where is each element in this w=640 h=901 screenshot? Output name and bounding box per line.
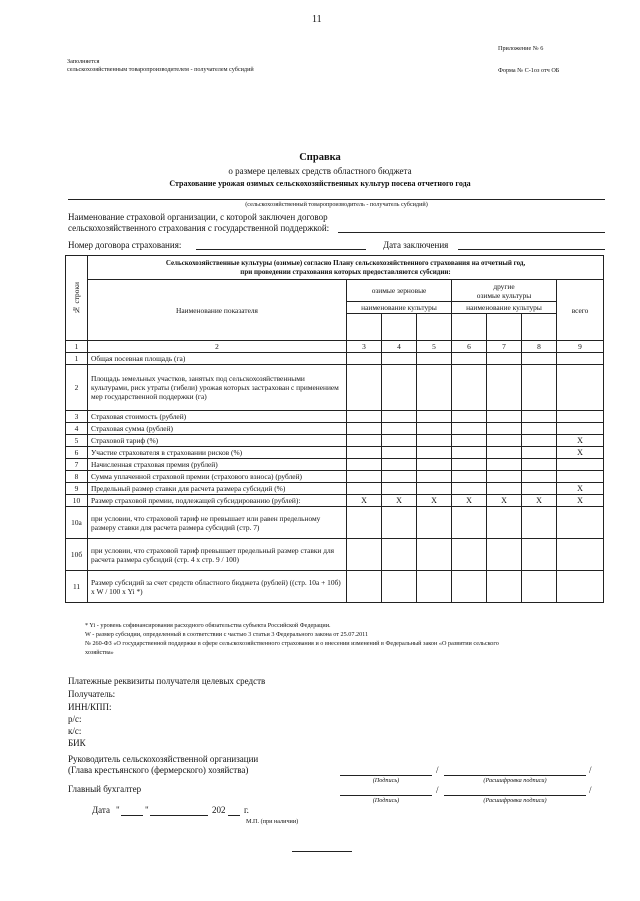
value-cell[interactable] — [452, 459, 487, 471]
value-cell[interactable] — [417, 471, 452, 483]
value-cell[interactable] — [382, 483, 417, 495]
excluded-cell: X — [487, 495, 522, 507]
value-cell[interactable] — [382, 435, 417, 447]
date-month-field[interactable] — [150, 815, 208, 816]
value-cell[interactable] — [522, 539, 557, 571]
table-row — [66, 365, 604, 411]
date-year-prefix: 202 — [212, 805, 226, 815]
table-row — [66, 435, 604, 447]
row-number: 1 — [66, 353, 88, 365]
fill-note-line2: сельскохозяйственным товаропроизводителем - получателем субсидий — [67, 66, 254, 73]
date-year-field[interactable] — [228, 815, 240, 816]
value-cell[interactable] — [382, 365, 417, 411]
value-cell[interactable] — [347, 483, 382, 495]
table-row — [66, 483, 604, 495]
crop-cell[interactable] — [452, 314, 487, 341]
value-cell[interactable] — [487, 459, 522, 471]
value-cell[interactable] — [347, 571, 382, 603]
row-indicator-name: Страховой тариф (%) — [88, 435, 347, 447]
crop-cell[interactable] — [382, 314, 417, 341]
value-cell[interactable] — [417, 447, 452, 459]
value-cell[interactable] — [382, 539, 417, 571]
col-number: 5 — [417, 341, 452, 353]
value-cell[interactable] — [522, 447, 557, 459]
value-cell[interactable] — [452, 571, 487, 603]
value-cell[interactable] — [522, 411, 557, 423]
value-cell[interactable] — [452, 353, 487, 365]
value-cell[interactable] — [382, 571, 417, 603]
crop-cell[interactable] — [347, 314, 382, 341]
other-winter-header — [452, 280, 557, 302]
row-indicator-name: Размер субсидий за счет средств областного бюджета (рублей) ((стр. 10а + 10б) х W / 100 х Yi *) — [88, 571, 347, 603]
excluded-cell: X — [452, 495, 487, 507]
value-cell[interactable] — [487, 423, 522, 435]
row-number: 4 — [66, 423, 88, 435]
col-number: 9 — [557, 341, 604, 353]
table-row — [66, 353, 604, 365]
producer-line[interactable] — [68, 199, 605, 200]
value-cell[interactable] — [347, 507, 382, 539]
accountant-signature-caption: (Подпись) — [372, 797, 400, 804]
value-cell[interactable] — [452, 365, 487, 411]
row-number: 6 — [66, 447, 88, 459]
value-cell[interactable] — [487, 539, 522, 571]
row-indicator-name: Страховая стоимость (рублей) — [88, 411, 347, 423]
insurer-label-line2: сельскохозяйственного страхования с государственной поддержкой: — [68, 223, 330, 233]
head-signature-field[interactable] — [340, 775, 432, 776]
head-label-line1: Руководитель сельскохозяйственной организации — [68, 754, 259, 764]
value-cell[interactable] — [452, 423, 487, 435]
excluded-cell: X — [557, 483, 604, 495]
total-header: всего — [557, 280, 604, 341]
value-cell[interactable] — [452, 447, 487, 459]
value-cell[interactable] — [557, 571, 604, 603]
value-cell[interactable] — [417, 353, 452, 365]
value-cell[interactable] — [382, 353, 417, 365]
row-number: 8 — [66, 471, 88, 483]
head-slash-1: / — [436, 765, 439, 775]
value-cell[interactable] — [417, 539, 452, 571]
row-indicator-name: Площадь земельных участков, занятых под сельскохозяйственными культурами, риск утраты (гибели) урожая которых застрахован с применением мер государственной поддержки (га) — [88, 365, 347, 411]
crop-name-header-2: наименование культуры — [452, 302, 557, 314]
value-cell[interactable] — [452, 483, 487, 495]
value-cell[interactable] — [487, 507, 522, 539]
excluded-cell: X — [557, 447, 604, 459]
value-cell[interactable] — [347, 365, 382, 411]
row-indicator-name: Начисленная страховая премия (рублей) — [88, 459, 347, 471]
crop-name-header-1: наименование культуры — [347, 302, 452, 314]
table-body — [66, 353, 604, 603]
contract-date-field[interactable] — [458, 249, 605, 250]
value-cell[interactable] — [522, 423, 557, 435]
value-cell[interactable] — [347, 435, 382, 447]
appendix-label: Приложение № 6 — [498, 45, 544, 52]
row-number: 10а — [66, 507, 88, 539]
value-cell[interactable] — [452, 507, 487, 539]
excluded-cell: X — [347, 495, 382, 507]
row-number: 2 — [66, 365, 88, 411]
table-row — [66, 411, 604, 423]
value-cell[interactable] — [557, 353, 604, 365]
row-number: 10б — [66, 539, 88, 571]
table-row — [66, 495, 604, 507]
date-quote-close: " — [145, 805, 149, 815]
value-cell[interactable] — [347, 459, 382, 471]
value-cell[interactable] — [347, 447, 382, 459]
value-cell[interactable] — [452, 539, 487, 571]
excluded-cell: X — [382, 495, 417, 507]
head-slash-2: / — [589, 765, 592, 775]
value-cell[interactable] — [487, 571, 522, 603]
date-year-suffix: г. — [244, 805, 249, 815]
crops-group-header-line2: при проведении страхования которых предоставляются субсидии: — [240, 267, 451, 276]
rs-label: р/с: — [68, 714, 82, 724]
col-number: 1 — [66, 341, 88, 353]
table-row — [66, 571, 604, 603]
row-number: 9 — [66, 483, 88, 495]
value-cell[interactable] — [522, 507, 557, 539]
value-cell[interactable] — [417, 435, 452, 447]
table-row — [66, 423, 604, 435]
document-title: Справка — [299, 152, 341, 163]
ks-label: к/с: — [68, 726, 82, 736]
row-indicator-name: Общая посевная площадь (га) — [88, 353, 347, 365]
row-number: 7 — [66, 459, 88, 471]
indicators-table — [65, 255, 604, 603]
row-number: 3 — [66, 411, 88, 423]
table-row — [66, 507, 604, 539]
contract-number-field[interactable] — [196, 249, 366, 250]
value-cell[interactable] — [417, 483, 452, 495]
other-winter-line2: озимые культуры — [476, 290, 532, 300]
crop-cell[interactable] — [417, 314, 452, 341]
head-decoding-field[interactable] — [444, 775, 586, 776]
row-number: 11 — [66, 571, 88, 603]
col-number: 3 — [347, 341, 382, 353]
accountant-label: Главный бухгалтер — [68, 784, 142, 794]
value-cell[interactable] — [382, 411, 417, 423]
table-row — [66, 447, 604, 459]
row-no-header — [66, 256, 88, 341]
value-cell[interactable] — [347, 353, 382, 365]
col-number: 2 — [88, 341, 347, 353]
value-cell[interactable] — [382, 471, 417, 483]
value-cell[interactable] — [487, 365, 522, 411]
value-cell[interactable] — [452, 435, 487, 447]
value-cell[interactable] — [382, 507, 417, 539]
accountant-decoding-caption: (Расшифровка подписи) — [483, 797, 547, 804]
row-number: 10 — [66, 495, 88, 507]
producer-caption: (сельскохозяйственный товаропроизводитель - получатель субсидий) — [245, 201, 428, 208]
bik-label: БИК — [68, 738, 86, 748]
footnote-line2: W - размер субсидии, определенный в соответствии с частью 3 статьи 3 Федерального закона от 25.07.2011 — [85, 631, 369, 638]
value-cell[interactable] — [452, 411, 487, 423]
row-indicator-name: Сумма уплаченной страховой премии (страхового взноса) (рублей) — [88, 471, 347, 483]
value-cell[interactable] — [417, 571, 452, 603]
value-cell[interactable] — [557, 423, 604, 435]
value-cell[interactable] — [522, 435, 557, 447]
date-label: Дата — [92, 805, 110, 815]
value-cell[interactable] — [417, 365, 452, 411]
value-cell[interactable] — [417, 507, 452, 539]
footnote-line3: № 260-ФЗ «О государственной поддержке в сфере сельскохозяйственного страхования и о внесении изменений в Федеральный закон «О развитии сельского — [85, 640, 499, 647]
form-label: Форма № С-1оз отч ОБ — [498, 67, 560, 74]
winter-grain-header: озимые зерновые — [347, 280, 452, 302]
accountant-decoding-field[interactable] — [444, 795, 586, 796]
table-row — [66, 471, 604, 483]
value-cell[interactable] — [347, 539, 382, 571]
accountant-slash-1: / — [436, 785, 439, 795]
table-row — [66, 539, 604, 571]
accountant-signature-field[interactable] — [340, 795, 432, 796]
other-winter-line1: другие — [493, 281, 515, 291]
date-day-field[interactable] — [121, 815, 143, 816]
value-cell[interactable] — [557, 365, 604, 411]
crop-cell[interactable] — [522, 314, 557, 341]
accountant-slash-2: / — [589, 785, 592, 795]
fill-note-line1: Заполняется — [67, 58, 100, 65]
excluded-cell: X — [522, 495, 557, 507]
row-indicator-name: при условии, что страховой тариф не превышает или равен предельному размеру ставки для расчета размера субсидий (стр. 7) — [88, 507, 347, 539]
value-cell[interactable] — [487, 435, 522, 447]
contract-date-label: Дата заключения — [383, 240, 449, 250]
row-indicator-name: Предельный размер ставки для расчета размера субсидий (%) — [88, 483, 347, 495]
value-cell[interactable] — [417, 423, 452, 435]
value-cell[interactable] — [522, 353, 557, 365]
document-topic: Страхование урожая озимых сельскохозяйственных культур посева отчетного года — [169, 179, 471, 188]
row-indicator-name: Участие страхователя в страховании рисков (%) — [88, 447, 347, 459]
row-indicator-name: при условии, что страховой тариф превышает предельный размер ставки для расчета размера субсидий (стр. 4 х стр. 9 / 100) — [88, 539, 347, 571]
recipient-label: Получатель: — [68, 689, 116, 699]
document-subtitle: о размере целевых средств областного бюджета — [228, 166, 412, 176]
value-cell[interactable] — [487, 447, 522, 459]
value-cell[interactable] — [382, 447, 417, 459]
value-cell[interactable] — [522, 459, 557, 471]
excluded-cell: X — [557, 435, 604, 447]
value-cell[interactable] — [487, 411, 522, 423]
footnote-line4: хозяйства» — [85, 649, 114, 656]
contract-number-label: Номер договора страхования: — [68, 240, 182, 250]
row-indicator-name: Размер страховой премии, подлежащей субсидированию (рублей): — [88, 495, 347, 507]
insurer-label-line1: Наименование страховой организации, с которой заключен договор — [68, 212, 328, 222]
value-cell[interactable] — [557, 539, 604, 571]
crops-group-header — [88, 256, 604, 280]
head-label-line2: (Глава крестьянского (фермерского) хозяйства) — [68, 765, 249, 775]
indicator-header: Наименование показателя — [88, 280, 347, 341]
value-cell[interactable] — [382, 459, 417, 471]
stamp-note: М.П. (при наличии) — [246, 818, 299, 825]
excluded-cell: X — [417, 495, 452, 507]
footnote-line1: * Yi - уровень софинансирования расходного обязательства субъекта Российской Федерации. — [85, 622, 331, 629]
row-no-header-text: № строки — [72, 281, 81, 315]
value-cell[interactable] — [557, 459, 604, 471]
col-number: 8 — [522, 341, 557, 353]
table-row — [66, 459, 604, 471]
value-cell[interactable] — [347, 411, 382, 423]
value-cell[interactable] — [347, 423, 382, 435]
value-cell[interactable] — [487, 353, 522, 365]
value-cell[interactable] — [417, 459, 452, 471]
col-number: 4 — [382, 341, 417, 353]
insurer-field[interactable] — [338, 232, 605, 233]
value-cell[interactable] — [382, 423, 417, 435]
head-signature-caption: (Подпись) — [372, 777, 400, 784]
excluded-cell: X — [557, 495, 604, 507]
row-number: 5 — [66, 435, 88, 447]
crop-cell[interactable] — [487, 314, 522, 341]
col-number: 6 — [452, 341, 487, 353]
inn-label: ИНН/КПП: — [68, 702, 112, 712]
head-decoding-caption: (Расшифровка подписи) — [483, 777, 547, 784]
value-cell[interactable] — [487, 483, 522, 495]
col-number: 7 — [487, 341, 522, 353]
page-number: 11 — [312, 14, 322, 25]
value-cell[interactable] — [522, 571, 557, 603]
value-cell[interactable] — [487, 471, 522, 483]
value-cell[interactable] — [347, 471, 382, 483]
crops-group-header-line1: Сельскохозяйственные культуры (озимые) согласно Плану сельскохозяйственного страхования на отчетный год, — [165, 258, 526, 267]
value-cell[interactable] — [452, 471, 487, 483]
value-cell[interactable] — [557, 507, 604, 539]
value-cell[interactable] — [522, 471, 557, 483]
date-quote-open: " — [116, 805, 120, 815]
bottom-rule — [292, 851, 352, 852]
value-cell[interactable] — [522, 483, 557, 495]
row-indicator-name: Страховая сумма (рублей) — [88, 423, 347, 435]
value-cell[interactable] — [522, 365, 557, 411]
requisites-title: Платежные реквизиты получателя целевых средств — [68, 676, 266, 686]
value-cell[interactable] — [557, 471, 604, 483]
value-cell[interactable] — [557, 411, 604, 423]
value-cell[interactable] — [417, 411, 452, 423]
